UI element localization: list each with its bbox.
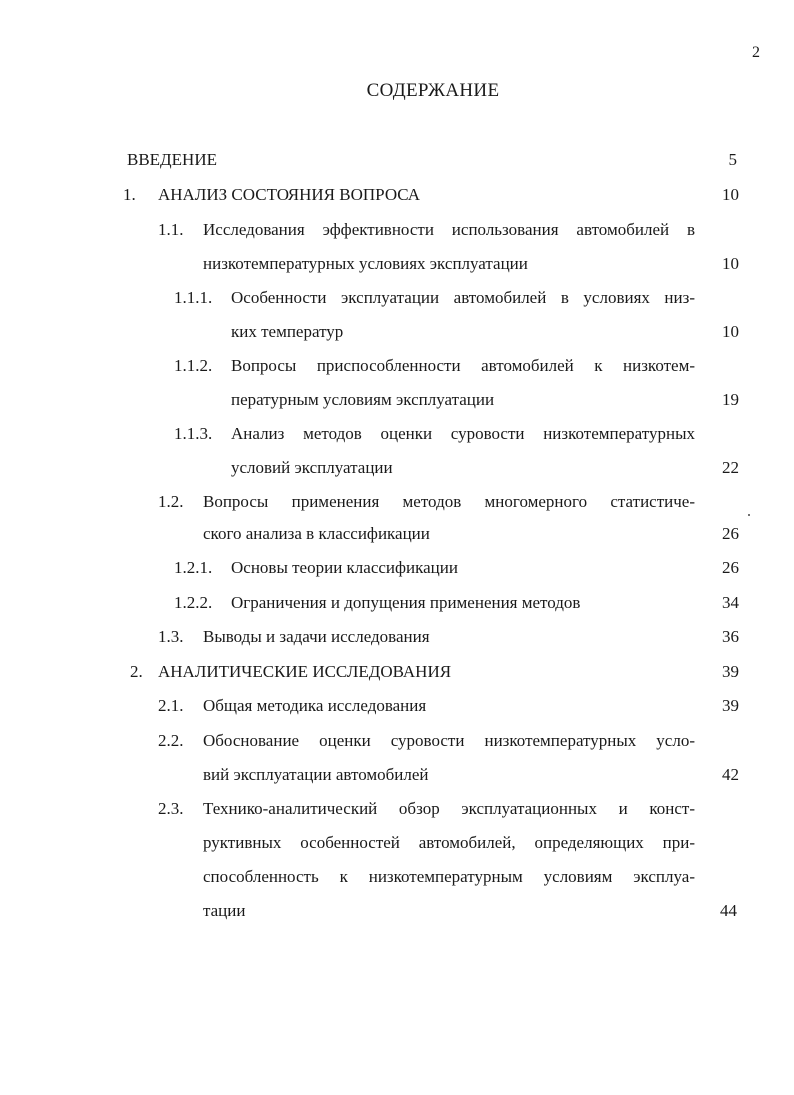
- toc-num: 1.1.2.: [174, 356, 213, 375]
- toc-entry-continuation: способленность к низкотемпературным условиям эксплуа-: [203, 867, 695, 886]
- toc-entry-section-1-1-2[interactable]: Вопросы приспособленности автомобилей к низкотем-: [231, 356, 695, 375]
- toc-entry-section-1-3[interactable]: Выводы и задачи исследования: [203, 627, 430, 646]
- toc-entry-chapter-1[interactable]: АНАЛИЗ СОСТОЯНИЯ ВОПРОСА: [158, 185, 421, 204]
- toc-entry-continuation: вий эксплуатации автомобилей: [203, 765, 429, 784]
- toc-page: 42: [722, 765, 739, 784]
- toc-page: 34: [722, 593, 739, 612]
- toc-page: 39: [722, 662, 739, 681]
- toc-page: 10: [722, 254, 739, 273]
- toc-entry-section-1-1[interactable]: Исследования эффективности использования автомобилей в: [203, 220, 695, 239]
- toc-entry-section-1-2[interactable]: Вопросы применения методов многомерного статистиче-: [203, 492, 695, 511]
- toc-num: 1.2.: [158, 492, 184, 511]
- toc-num: 1.1.1.: [174, 288, 213, 307]
- toc-page: 5: [728, 150, 737, 169]
- toc-page: 36: [722, 627, 739, 646]
- toc-num: 1.: [123, 185, 136, 204]
- toc-page: 39: [722, 696, 739, 715]
- page-number: 2: [752, 44, 760, 61]
- page-title: СОДЕРЖАНИЕ: [366, 80, 500, 101]
- toc-entry-section-2-2[interactable]: Обоснование оценки суровости низкотемпературных усло-: [203, 731, 695, 750]
- toc-entry-continuation: ского анализа в классификации: [203, 524, 430, 543]
- toc-entry-section-1-1-1[interactable]: Особенности эксплуатации автомобилей в условиях низ-: [231, 288, 695, 307]
- toc-entry-section-1-1-3[interactable]: Анализ методов оценки суровости низкотемпературных: [231, 424, 695, 443]
- toc-page: 19: [722, 390, 739, 409]
- toc-entry-continuation: руктивных особенностей автомобилей, определяющих при-: [203, 833, 695, 852]
- toc-num: 1.3.: [158, 627, 184, 646]
- toc-num: 2.3.: [158, 799, 184, 818]
- scan-speck: [748, 514, 750, 516]
- toc-entry-section-2-1[interactable]: Общая методика исследования: [203, 696, 427, 715]
- toc-entry-section-1-2-2[interactable]: Ограничения и допущения применения методов: [231, 593, 581, 612]
- toc-num: 2.2.: [158, 731, 184, 750]
- toc-num: 2.: [130, 662, 143, 681]
- toc-num: 1.1.: [158, 220, 184, 239]
- toc-entry-section-1-2-1[interactable]: Основы теории классификации: [231, 558, 458, 577]
- toc-page: 44: [720, 901, 737, 920]
- toc-entry-intro[interactable]: ВВЕДЕНИЕ: [127, 150, 217, 169]
- toc-entry-continuation: тации: [203, 901, 246, 920]
- toc-num: 1.2.1.: [174, 558, 213, 577]
- toc-page: 26: [722, 558, 739, 577]
- toc-page: 10: [722, 322, 739, 341]
- toc-page: 22: [722, 458, 739, 477]
- toc-page: 10: [722, 185, 739, 204]
- toc-num: 1.1.3.: [174, 424, 213, 443]
- toc-entry-continuation: ких температур: [231, 322, 344, 341]
- toc-num: 2.1.: [158, 696, 184, 715]
- toc-entry-chapter-2[interactable]: АНАЛИТИЧЕСКИЕ ИССЛЕДОВАНИЯ: [158, 662, 452, 681]
- toc-entry-continuation: пературным условиям эксплуатации: [231, 390, 495, 409]
- toc-page: 26: [722, 524, 739, 543]
- toc-entry-continuation: условий эксплуатации: [231, 458, 393, 477]
- toc-entry-continuation: низкотемпературных условиях эксплуатации: [203, 254, 528, 273]
- toc-entry-section-2-3[interactable]: Технико-аналитический обзор эксплуатационных и конст-: [203, 799, 695, 818]
- toc-num: 1.2.2.: [174, 593, 213, 612]
